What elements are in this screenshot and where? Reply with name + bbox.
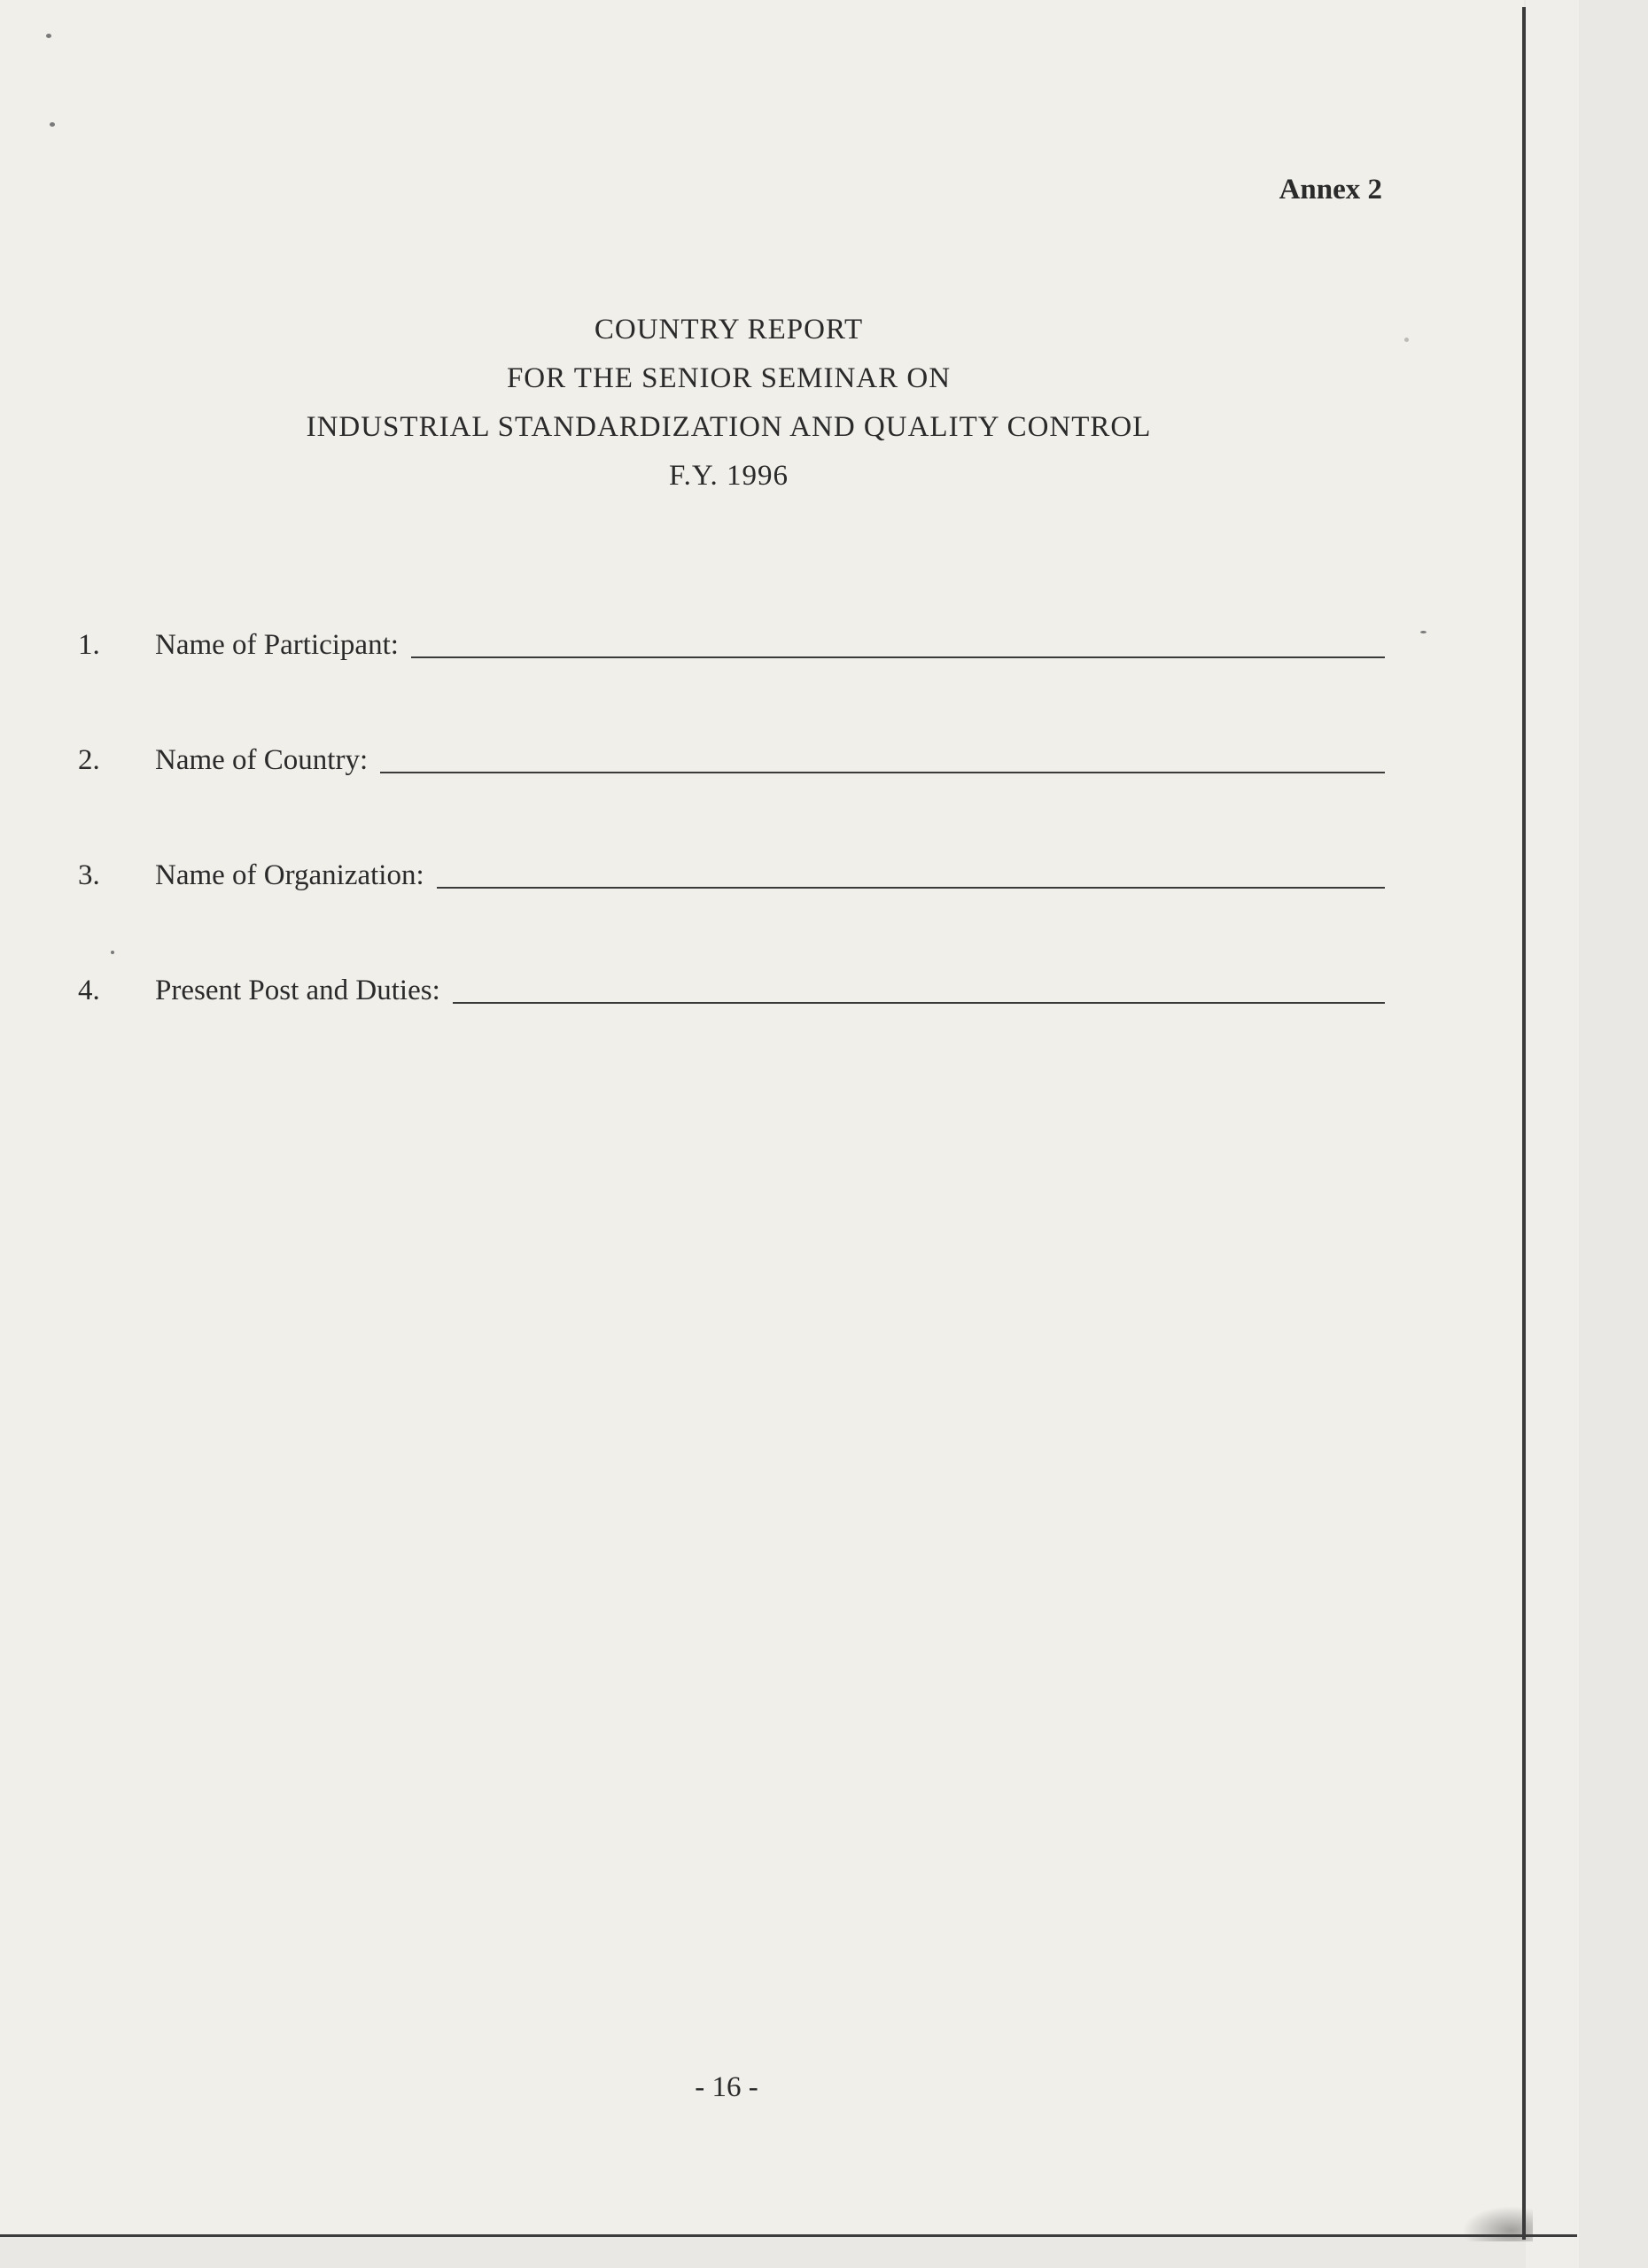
participant-name-blank[interactable] (411, 656, 1385, 658)
title-line-4: F.Y. 1996 (668, 460, 789, 492)
scan-speck (111, 951, 114, 954)
field-number: 3. (78, 859, 100, 891)
field-number: 4. (78, 975, 100, 1006)
annex-label: Annex 2 (1279, 174, 1382, 206)
organization-name-blank[interactable] (437, 887, 1385, 889)
field-country (78, 733, 1385, 777)
scan-speck (1420, 631, 1426, 633)
field-label: Name of Participant: (155, 629, 399, 661)
field-post-duties (78, 963, 1385, 1007)
title-line-1: COUNTRY REPORT (594, 314, 864, 346)
page-number: - 16 - (695, 2071, 758, 2103)
scan-speck (50, 122, 55, 127)
scan-speck (46, 34, 51, 38)
field-label: Name of Organization: (155, 859, 424, 891)
field-number: 1. (78, 629, 100, 661)
field-number: 2. (78, 744, 100, 776)
page-edge-right (1522, 7, 1526, 2240)
corner-smudge (1462, 2206, 1533, 2241)
title-line-3: INDUSTRIAL STANDARDIZATION AND QUALITY CONTROL (306, 411, 1152, 443)
field-participant (78, 617, 1385, 662)
scan-speck (1404, 338, 1409, 342)
title-line-2: FOR THE SENIOR SEMINAR ON (506, 362, 952, 394)
field-label: Present Post and Duties: (155, 975, 440, 1006)
country-name-blank[interactable] (380, 772, 1385, 773)
field-organization (78, 848, 1385, 892)
field-label: Name of Country: (155, 744, 369, 776)
page-edge-bottom (0, 2234, 1577, 2237)
post-duties-blank[interactable] (453, 1002, 1385, 1004)
page-edge-shadow (1526, 0, 1579, 2268)
report-title (177, 306, 1280, 501)
